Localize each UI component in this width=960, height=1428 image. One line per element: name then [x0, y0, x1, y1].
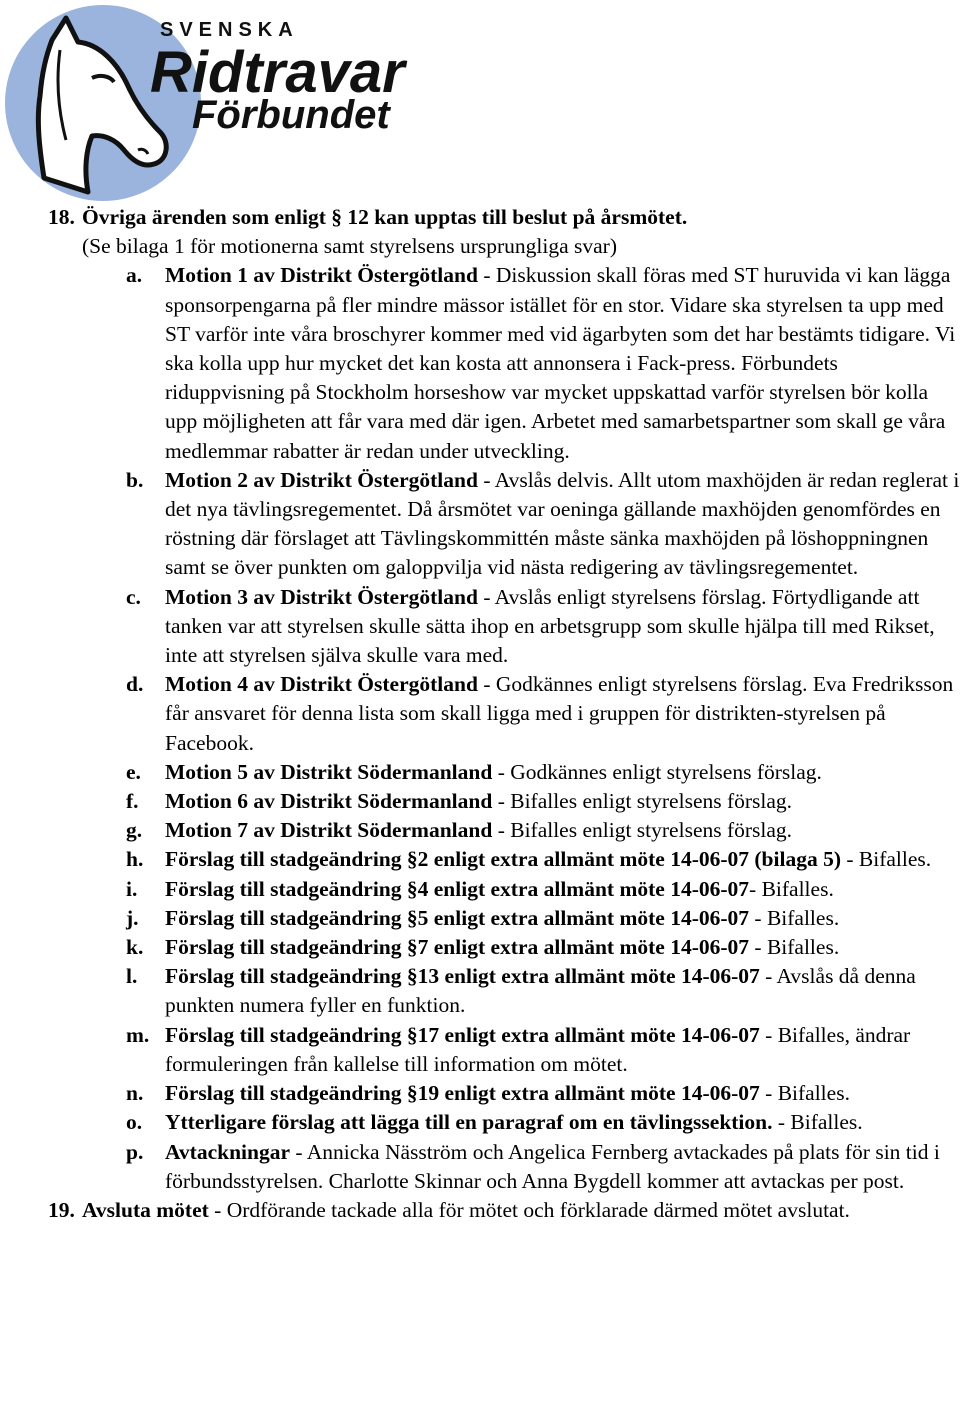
sub-item-text: - Avslås delvis. Allt utom maxhöjden är redan reglerat i det nya tävlingsregementet. Då årsmötet var oeninga gällande maxhöjden genomfördes en röstning där förslaget att Tävlingskommittén måste sänka maxhöjden på löshoppningnen samt se över punkten om galoppvilja vid nästa redigering av tävlingsregementet.: [165, 467, 960, 580]
sub-item-d: [126, 670, 960, 758]
sub-item-marker: i.: [126, 876, 138, 901]
sub-item-e: [126, 758, 960, 787]
sub-item-i: [126, 875, 960, 904]
sub-item-marker: j.: [126, 905, 139, 930]
item-number: 19.: [48, 1197, 75, 1222]
sub-item-b: [126, 466, 960, 583]
sub-item-j: [126, 904, 960, 933]
sub-item-text: - Bifalles.: [749, 935, 840, 960]
item-title: Övriga ärenden som enligt § 12 kan upptas till beslut på årsmötet.: [82, 205, 688, 229]
sub-item-o: [126, 1108, 960, 1137]
item-text: - Ordförande tackade alla för mötet och förklarade därmed mötet avslutat.: [208, 1197, 850, 1222]
logo-text-ridtravar: Ridtravar: [150, 40, 405, 105]
logo-graphic: [0, 0, 440, 205]
sub-item-marker: l.: [126, 964, 138, 989]
sub-item-text: - Bifalles.: [759, 1081, 850, 1106]
sub-item-marker: p.: [126, 1139, 144, 1164]
sub-item-heading: Motion 6 av Distrikt Södermanland: [165, 789, 493, 814]
sub-item-heading: Förslag till stadgeändring §5 enligt extra allmänt möte 14-06-07: [165, 905, 750, 930]
sub-item-marker: o.: [126, 1110, 143, 1135]
sub-item-k: [126, 933, 960, 962]
sub-item-text: - Diskussion skall föras med ST huruvida vi kan lägga sponsorpengarna på fler mindre mässor istället för en stor. Vidare ska styrelsen ta upp med ST varför inte våra broschyrer kommer med vid ägarbyten som det har bestämts tidigare. Vi ska kolla upp hur mycket det kan kosta att annonsera i Fack-press. Förbundets riduppvisning på Stockholm horseshow var mycket uppskattad varför styrelsen bör kolla upp möjligheten att får vara med där igen. Arbetet med samarbetspartner som skall ge våra medlemmar rabatter är redan under utveckling.: [165, 263, 956, 463]
sub-item-heading: Motion 4 av Distrikt Östergötland: [165, 672, 478, 697]
sub-item-marker: k.: [126, 935, 144, 960]
sub-item-text: - Bifalles enligt styrelsens förslag.: [492, 818, 793, 843]
sub-item-heading: Förslag till stadgeändring §17 enligt extra allmänt möte 14-06-07: [165, 1022, 760, 1047]
sub-item-m: [126, 1021, 960, 1079]
sub-item-l: [126, 962, 960, 1020]
sub-item-heading: Motion 2 av Distrikt Östergötland: [165, 467, 478, 492]
sub-item-heading: Förslag till stadgeändring §2 enligt extra allmänt möte 14-06-07 (bilaga 5): [165, 847, 841, 872]
sub-item-heading: Ytterligare förslag att lägga till en paragraf om en tävlingssektion.: [165, 1110, 773, 1135]
sub-item-heading: Förslag till stadgeändring §13 enligt extra allmänt möte 14-06-07: [165, 964, 760, 989]
sub-item-marker: m.: [126, 1022, 150, 1047]
sub-item-marker: c.: [126, 584, 141, 609]
sub-item-heading: Motion 3 av Distrikt Östergötland: [165, 584, 478, 609]
sub-item-text: - Godkännes enligt styrelsens förslag. Eva Fredriksson får ansvaret för denna lista som skall ligga med i gruppen för distrikten-styrelsen på Facebook.: [165, 672, 954, 755]
sub-item-text: - Godkännes enligt styrelsens förslag.: [492, 759, 822, 784]
sub-item-marker: e.: [126, 759, 141, 784]
sub-item-marker: b.: [126, 467, 144, 492]
sub-item-p: [126, 1138, 960, 1196]
sub-item-marker: h.: [126, 847, 144, 872]
sub-item-text: - Annicka Näsström och Angelica Fernberg avtackades på plats för sin tid i förbundsstyrelsen. Charlotte Skinnar och Anna Bygdell kommer att avtackas per post.: [165, 1139, 940, 1193]
item-heading: Avsluta mötet: [82, 1197, 209, 1222]
sub-item-text: - Bifalles, ändrar formuleringen från kallelse till information om mötet.: [165, 1022, 911, 1076]
sub-item-h: [126, 845, 960, 874]
sub-item-heading: Förslag till stadgeändring §7 enligt extra allmänt möte 14-06-07: [165, 935, 750, 960]
sub-item-heading: Avtackningar: [165, 1139, 291, 1164]
sub-item-heading: Förslag till stadgeändring §19 enligt extra allmänt möte 14-06-07: [165, 1081, 760, 1106]
sub-item-heading: Motion 5 av Distrikt Södermanland: [165, 759, 493, 784]
sub-item-text: - Avslås då denna punkten numera fyller en funktion.: [165, 964, 916, 1018]
logo: [0, 0, 440, 205]
sub-item-heading: Förslag till stadgeändring §4 enligt extra allmänt möte 14-06-07: [165, 876, 750, 901]
logo-text-svenska: SVENSKA: [160, 19, 299, 41]
sub-item-heading: Motion 1 av Distrikt Östergötland: [165, 263, 478, 288]
sub-item-text: - Bifalles.: [841, 847, 932, 872]
minutes-document: [48, 203, 960, 1225]
sub-item-marker: n.: [126, 1081, 144, 1106]
item-note: (Se bilaga 1 för motionerna samt styrelsens ursprungliga svar): [82, 234, 617, 259]
sub-item-c: [126, 583, 960, 671]
sub-items: [48, 261, 960, 1196]
sub-item-text: - Bifalles.: [749, 876, 834, 901]
sub-item-marker: f.: [126, 789, 139, 814]
sub-item-g: [126, 816, 960, 845]
sub-item-f: [126, 787, 960, 816]
item-number: 18.: [48, 205, 75, 229]
sub-item-text: - Avslås enligt styrelsens förslag. Förtydligande att tanken var att styrelsen skulle sätta ihop en arbetsgrupp som skulle hjälpa till med Rikset, inte att styrelsen själva skulle vara med.: [165, 584, 935, 668]
agenda-item-18: [48, 203, 960, 232]
sub-item-text: - Bifalles enligt styrelsens förslag.: [492, 789, 793, 814]
sub-item-heading: Motion 7 av Distrikt Södermanland: [165, 818, 493, 843]
sub-item-marker: g.: [126, 818, 143, 843]
logo-text-forbundet: Förbundet: [192, 93, 390, 137]
sub-item-marker: a.: [126, 263, 143, 288]
sub-item-marker: d.: [126, 672, 144, 697]
sub-item-n: [126, 1079, 960, 1108]
sub-item-text: - Bifalles.: [749, 905, 840, 930]
agenda-item-19: [48, 1196, 960, 1225]
sub-item-a: [126, 261, 960, 465]
sub-item-text: - Bifalles.: [772, 1110, 863, 1135]
